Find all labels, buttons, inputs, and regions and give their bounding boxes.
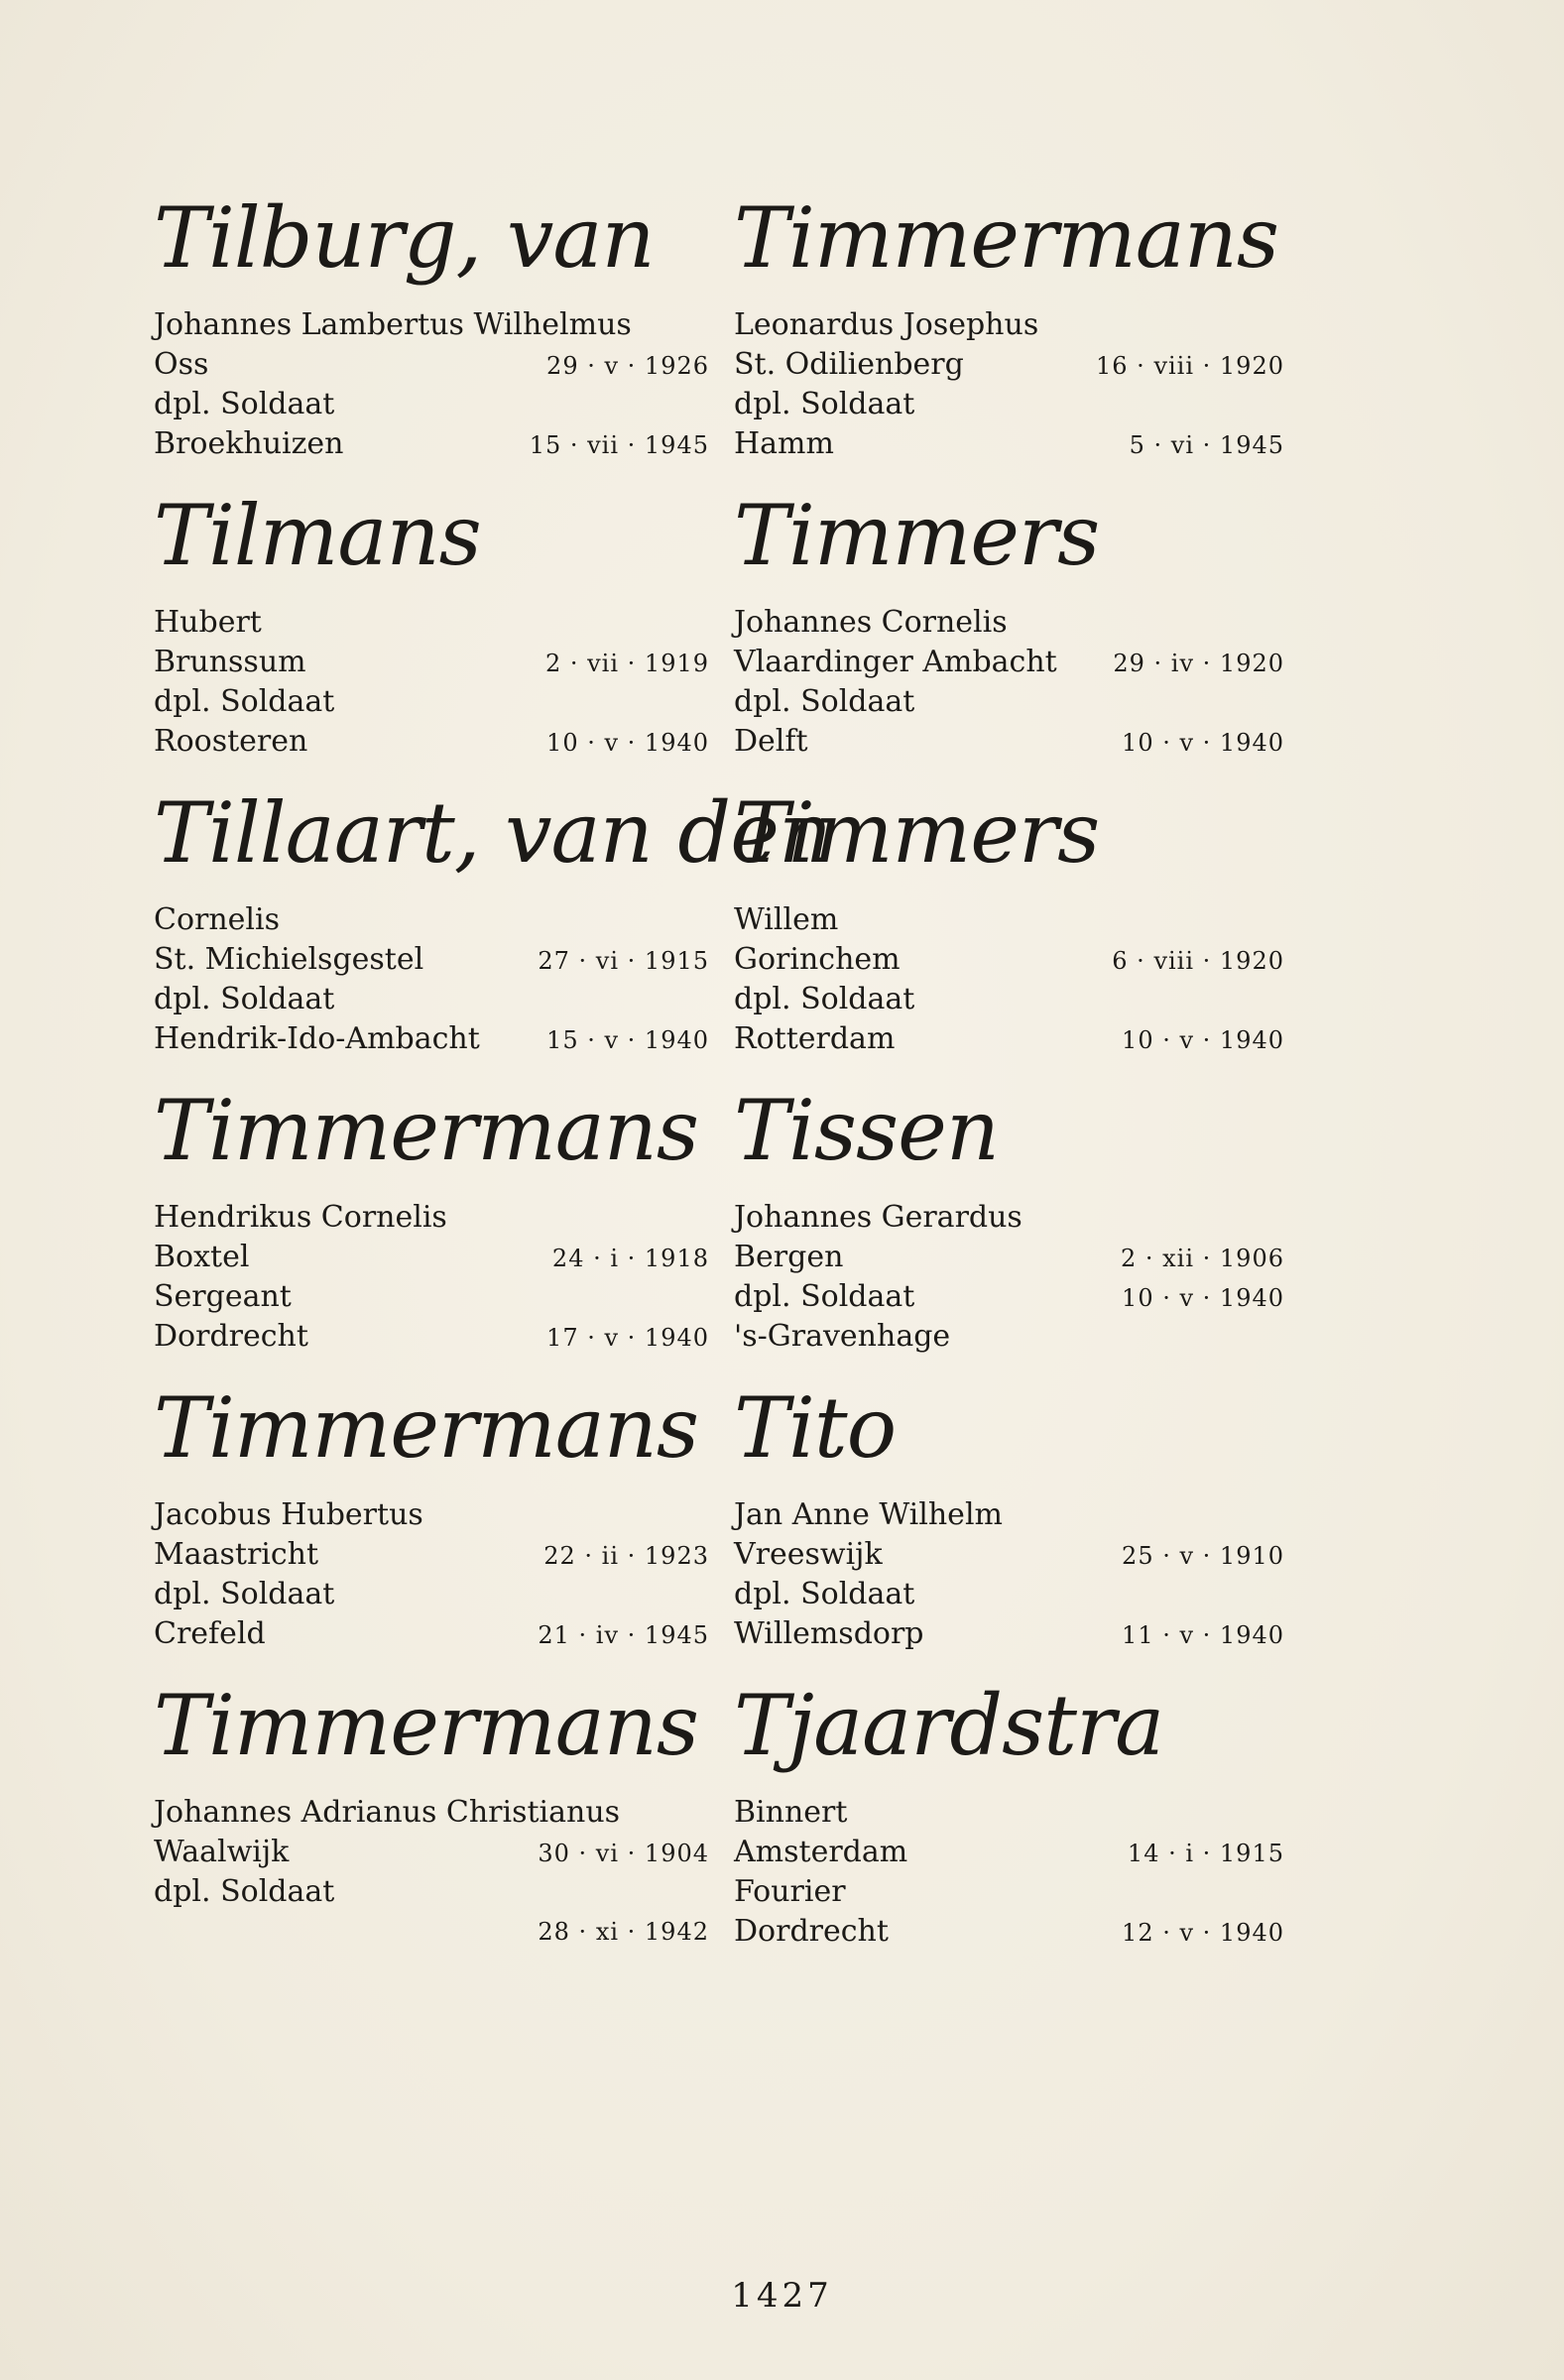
- birth-date: 2 · vii · 1919: [544, 650, 709, 677]
- birth-place: Oss: [154, 347, 209, 382]
- death-date: 10 · v · 1940: [1122, 1026, 1284, 1054]
- birth-line: [734, 1238, 1284, 1277]
- given-names-line: [734, 1495, 1284, 1535]
- birth-place: St. Odilienberg: [734, 347, 964, 382]
- surname: Tjaardstra: [734, 1677, 1164, 1774]
- entry: [734, 1081, 1284, 1378]
- surname: Timmers: [734, 487, 1100, 584]
- birth-place: Amsterdam: [734, 1835, 908, 1869]
- death-line: [154, 1614, 709, 1654]
- death-place: Willemsdorp: [734, 1616, 924, 1651]
- rank-line: [734, 980, 1284, 1019]
- death-place: 's-Gravenhage: [734, 1319, 951, 1354]
- death-line: [154, 1317, 709, 1357]
- entry: [734, 188, 1284, 486]
- birth-line: [734, 643, 1284, 682]
- birth-line: [734, 1833, 1284, 1872]
- given-names: Binnert: [734, 1795, 848, 1830]
- birth-place: Bergen: [734, 1240, 844, 1274]
- entry: [154, 1378, 709, 1676]
- death-date: 10 · v · 1940: [546, 729, 709, 757]
- surname: Timmermans: [734, 189, 1279, 287]
- rank-line: [734, 1575, 1284, 1614]
- rank-line: [154, 1872, 709, 1912]
- death-date: 15 · vii · 1945: [529, 431, 709, 459]
- death-line: [154, 424, 709, 464]
- surname: Tissen: [734, 1082, 999, 1179]
- surname: Tito: [734, 1379, 897, 1477]
- death-date: 5 · vi · 1945: [1129, 431, 1284, 459]
- rank-line: [734, 385, 1284, 424]
- rank: dpl. Soldaat: [154, 684, 335, 719]
- death-place: Dordrecht: [154, 1319, 308, 1354]
- given-names: Johannes Gerardus: [734, 1200, 1023, 1235]
- given-names-line: [734, 1198, 1284, 1238]
- given-names-line: [154, 1198, 709, 1238]
- death-line: [734, 722, 1284, 762]
- rank-line: [154, 1277, 709, 1317]
- birth-date: 2 · xii · 1906: [1120, 1245, 1284, 1272]
- birth-place: Brunssum: [154, 645, 306, 679]
- surname: Timmermans: [154, 1082, 699, 1179]
- death-place: Dordrecht: [734, 1914, 889, 1949]
- birth-line: [154, 1833, 709, 1872]
- death-line: [734, 424, 1284, 464]
- birth-date: 16 · viii · 1920: [1096, 352, 1284, 380]
- birth-line: [154, 940, 709, 980]
- given-names: Leonardus Josephus: [734, 307, 1039, 342]
- rank-date: 10 · v · 1940: [1122, 1284, 1284, 1312]
- death-date: 17 · v · 1940: [546, 1324, 709, 1352]
- given-names-line: [154, 1793, 709, 1833]
- birth-place: Gorinchem: [734, 942, 901, 977]
- rank: dpl. Soldaat: [734, 1577, 915, 1611]
- given-names-line: [734, 305, 1284, 345]
- birth-date: 6 · viii · 1920: [1112, 947, 1284, 975]
- birth-line: [154, 1238, 709, 1277]
- death-place: Roosteren: [154, 724, 308, 759]
- birth-line: [154, 1535, 709, 1575]
- birth-date: 29 · v · 1926: [546, 352, 709, 380]
- given-names: Johannes Adrianus Christianus: [154, 1795, 621, 1830]
- rank: dpl. Soldaat: [154, 387, 335, 421]
- given-names-line: [734, 1793, 1284, 1833]
- birth-date: 25 · v · 1910: [1122, 1542, 1284, 1570]
- death-date: 11 · v · 1940: [1122, 1621, 1284, 1649]
- rank-line: [734, 1277, 1284, 1317]
- given-names-line: [154, 1495, 709, 1535]
- given-names: Jan Anne Wilhelm: [734, 1497, 1003, 1532]
- page-number: 1427: [731, 2276, 833, 2316]
- rank: dpl. Soldaat: [154, 1577, 335, 1611]
- given-names: Johannes Lambertus Wilhelmus: [154, 307, 632, 342]
- rank: dpl. Soldaat: [154, 1874, 335, 1909]
- birth-place: Waalwijk: [154, 1835, 290, 1869]
- birth-place: St. Michielsgestel: [154, 942, 424, 977]
- given-names: Willem: [734, 902, 839, 937]
- birth-place: Vreeswijk: [734, 1537, 883, 1572]
- given-names: Cornelis: [154, 902, 281, 937]
- entry: [734, 1378, 1284, 1676]
- birth-date: 30 · vi · 1904: [538, 1840, 709, 1867]
- given-names: Jacobus Hubertus: [154, 1497, 423, 1532]
- entry: [154, 1081, 709, 1378]
- birth-line: [154, 643, 709, 682]
- given-names: Hendrikus Cornelis: [154, 1200, 447, 1235]
- death-line: [154, 722, 709, 762]
- entry: [734, 486, 1284, 783]
- birth-line: [734, 940, 1284, 980]
- given-names-line: [734, 900, 1284, 940]
- birth-line: [734, 345, 1284, 385]
- right-column: [734, 188, 1284, 1973]
- entry: [154, 188, 709, 486]
- birth-place: Maastricht: [154, 1537, 319, 1572]
- death-place: Hamm: [734, 426, 834, 461]
- death-place: Crefeld: [154, 1616, 266, 1651]
- death-date: 12 · v · 1940: [1122, 1919, 1284, 1947]
- rank: dpl. Soldaat: [734, 1279, 915, 1314]
- rank-line: [154, 980, 709, 1019]
- rank-line: [154, 385, 709, 424]
- surname: Tillaart, van den: [154, 784, 832, 882]
- given-names: Hubert: [154, 605, 262, 640]
- given-names-line: [734, 603, 1284, 643]
- surname: Tilburg, van: [154, 189, 655, 287]
- death-date: 15 · v · 1940: [546, 1026, 709, 1054]
- rank: dpl. Soldaat: [734, 387, 915, 421]
- rank-line: [734, 682, 1284, 722]
- birth-date: 24 · i · 1918: [551, 1245, 709, 1272]
- rank: dpl. Soldaat: [734, 982, 915, 1016]
- death-date: 28 · xi · 1942: [538, 1918, 709, 1946]
- rank-line: [734, 1872, 1284, 1912]
- birth-date: 14 · i · 1915: [1127, 1840, 1284, 1867]
- surname: Timmermans: [154, 1379, 699, 1477]
- death-line: [734, 1317, 1284, 1357]
- given-names-line: [154, 603, 709, 643]
- rank-line: [154, 682, 709, 722]
- birth-line: [154, 345, 709, 385]
- birth-date: 29 · iv · 1920: [1113, 650, 1284, 677]
- rank: Sergeant: [154, 1279, 292, 1314]
- death-line: [154, 1912, 709, 1952]
- entry: [734, 783, 1284, 1081]
- given-names-line: [154, 305, 709, 345]
- rank-line: [154, 1575, 709, 1614]
- entry: [734, 1676, 1284, 1973]
- death-line: [154, 1019, 709, 1059]
- birth-date: 27 · vi · 1915: [538, 947, 709, 975]
- surname: Tilmans: [154, 487, 481, 584]
- given-names-line: [154, 900, 709, 940]
- death-line: [734, 1614, 1284, 1654]
- death-date: 21 · iv · 1945: [538, 1621, 709, 1649]
- birth-date: 22 · ii · 1923: [543, 1542, 709, 1570]
- entry: [154, 486, 709, 783]
- death-date: 10 · v · 1940: [1122, 729, 1284, 757]
- rank: Fourier: [734, 1874, 846, 1909]
- rank: dpl. Soldaat: [154, 982, 335, 1016]
- death-line: [734, 1912, 1284, 1952]
- death-place: Rotterdam: [734, 1021, 896, 1056]
- surname: Timmermans: [154, 1677, 699, 1774]
- death-line: [734, 1019, 1284, 1059]
- death-place: Hendrik-Ido-Ambacht: [154, 1021, 480, 1056]
- death-place: Delft: [734, 724, 808, 759]
- rank: dpl. Soldaat: [734, 684, 915, 719]
- birth-place: Vlaardinger Ambacht: [734, 645, 1057, 679]
- birth-place: Boxtel: [154, 1240, 250, 1274]
- death-place: Broekhuizen: [154, 426, 344, 461]
- birth-line: [734, 1535, 1284, 1575]
- given-names: Johannes Cornelis: [734, 605, 1008, 640]
- entry: [154, 1676, 709, 1973]
- surname: Timmers: [734, 784, 1100, 882]
